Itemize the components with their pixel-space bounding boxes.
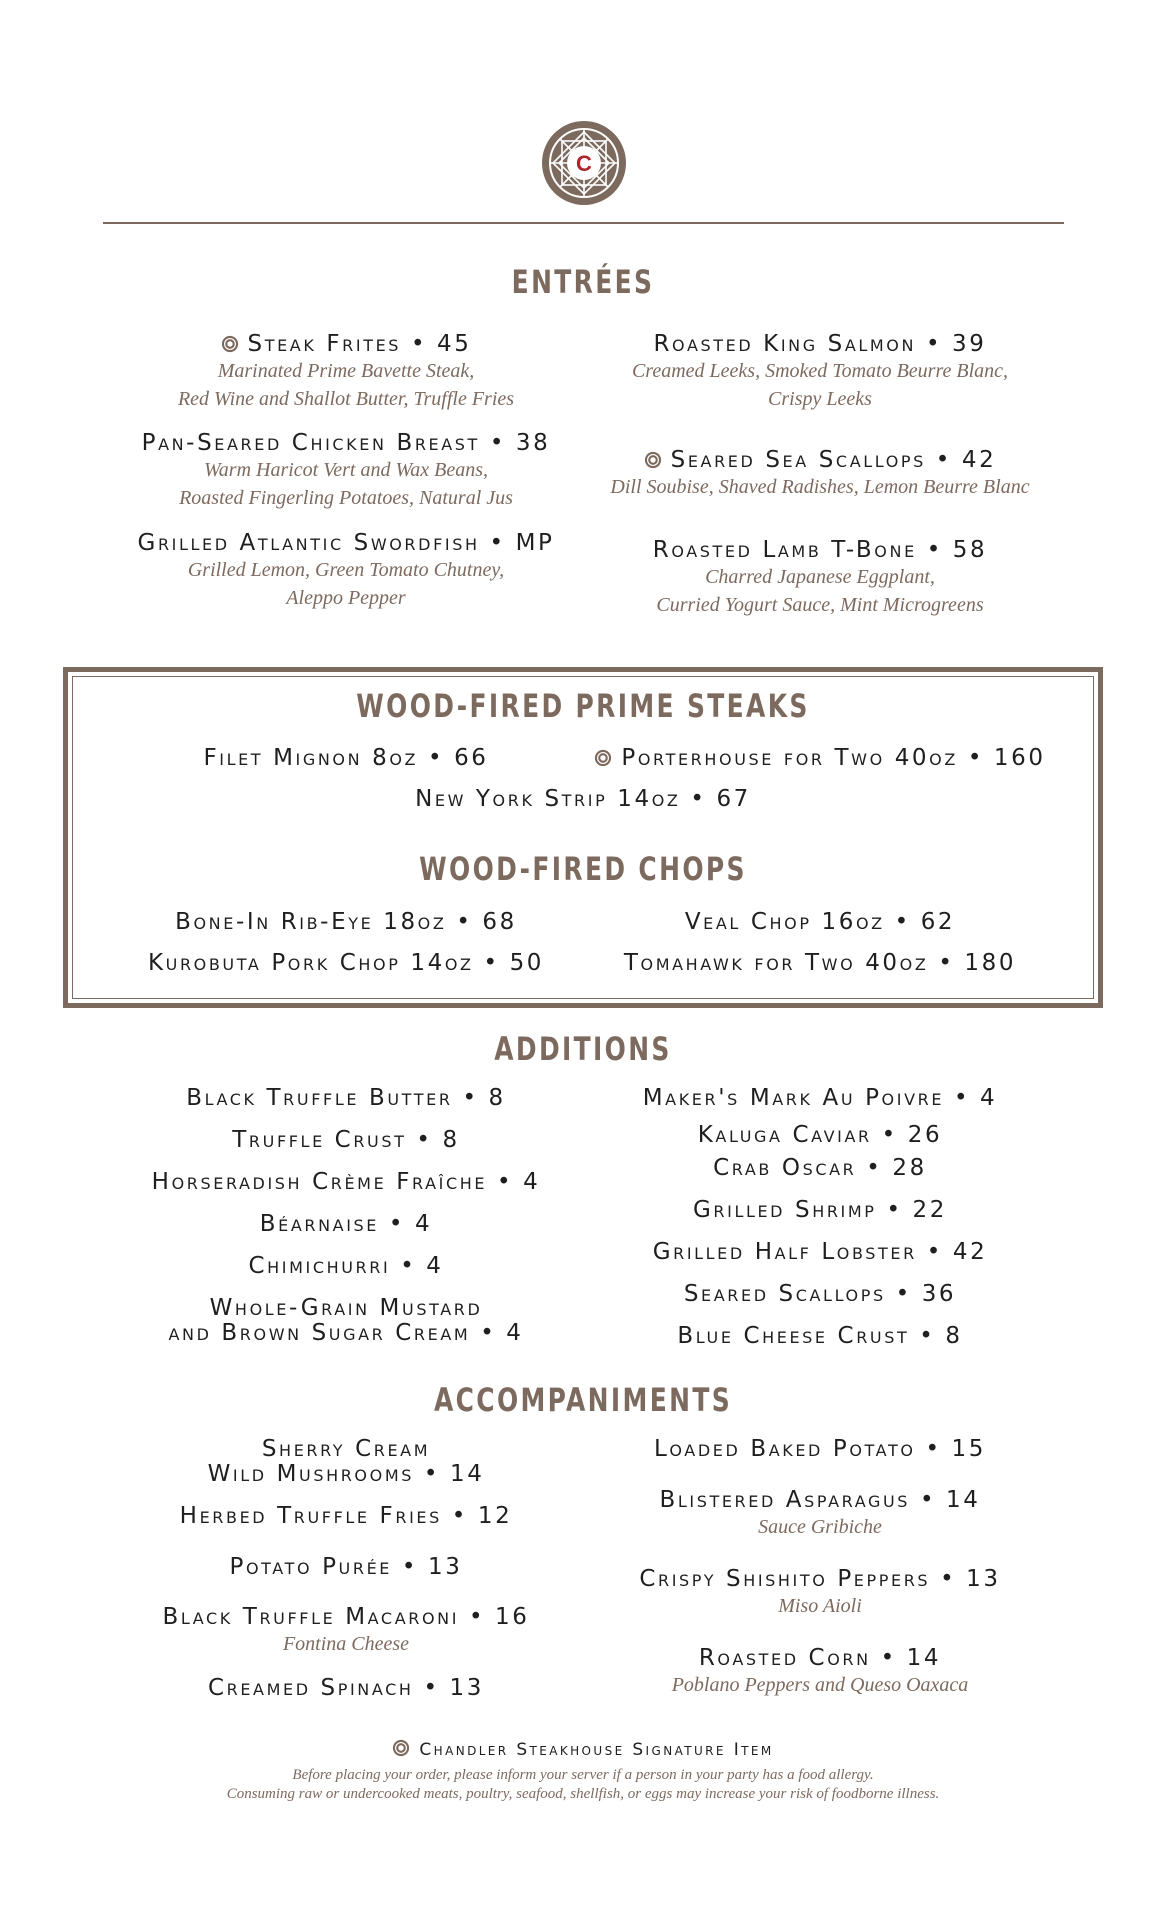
entree-desc: Dill Soubise, Shaved Radishes, Lemon Beurre Blanc xyxy=(610,476,1030,498)
addition-name: Blue Cheese Crust • 8 xyxy=(677,1323,963,1349)
addition-name: Black Truffle Butter • 8 xyxy=(186,1085,506,1111)
accompaniment-desc: Fontina Cheese xyxy=(282,1633,410,1655)
entree-lamb xyxy=(560,538,1080,619)
accompaniment-name: Sherry Cream xyxy=(261,1436,431,1462)
chop-name: Kurobuta Pork Chop 14oz • 50 xyxy=(147,950,545,976)
addition-name: Grilled Half Lobster • 42 xyxy=(652,1239,988,1265)
chops-heading: WOOD-FIRED CHOPS xyxy=(419,850,747,888)
addition-item xyxy=(560,1282,1080,1307)
chop-item xyxy=(80,951,612,976)
accompaniment-name: Roasted Corn • 14 xyxy=(698,1645,942,1671)
steak-name: New York Strip 14oz • 67 xyxy=(415,786,751,812)
addition-name: Whole-Grain Mustard xyxy=(209,1295,483,1321)
addition-item xyxy=(560,1324,1080,1349)
steak-item xyxy=(80,746,612,771)
addition-name: Grilled Shrimp • 22 xyxy=(692,1197,947,1223)
chop-item xyxy=(560,951,1080,976)
entree-desc: Grilled Lemon, Green Tomato Chutney, xyxy=(187,559,505,581)
accompaniment-item xyxy=(560,1488,1080,1541)
addition-name: Chimichurri • 4 xyxy=(248,1253,444,1279)
accompaniment-item xyxy=(560,1437,1080,1462)
addition-item xyxy=(560,1240,1080,1265)
accompaniment-desc: Poblano Peppers and Queso Oaxaca xyxy=(671,1674,969,1696)
signature-icon xyxy=(644,451,662,469)
addition-item xyxy=(560,1198,1080,1223)
signature-legend: Chandler Steakhouse Signature Item xyxy=(0,1739,1166,1760)
steak-item xyxy=(0,787,1166,812)
accompaniment-desc: Miso Aioli xyxy=(778,1595,862,1617)
steak-item xyxy=(560,746,1080,771)
entree-desc: Charred Japanese Eggplant, xyxy=(705,566,935,588)
addition-item xyxy=(560,1086,1080,1111)
accompaniment-item xyxy=(80,1437,612,1487)
accompaniment-name: Wild Mushrooms • 14 xyxy=(207,1461,485,1487)
addition-name: Crab Oscar • 28 xyxy=(713,1155,927,1181)
addition-name: Truffle Crust • 8 xyxy=(232,1127,460,1153)
entree-scallops xyxy=(560,448,1080,501)
accompaniment-desc: Sauce Gribiche xyxy=(758,1516,882,1538)
accompaniment-item xyxy=(80,1676,612,1701)
entrees-heading: ENTRÉES xyxy=(511,263,655,301)
addition-name: Seared Scallops • 36 xyxy=(683,1281,957,1307)
accompaniment-name: Herbed Truffle Fries • 12 xyxy=(179,1503,513,1529)
accompaniment-item xyxy=(80,1504,612,1529)
chop-item xyxy=(80,910,612,935)
logo-letter: C xyxy=(576,151,592,176)
food-safety-note: Consuming raw or undercooked meats, poultry, seafood, shellfish, or eggs may increase your risk of foodborne illness. xyxy=(226,1786,940,1802)
accompaniment-name: Potato Purée • 13 xyxy=(229,1554,463,1580)
addition-name: Maker's Mark Au Poivre • 4 xyxy=(642,1085,998,1111)
entree-name: Pan-Seared Chicken Breast • 38 xyxy=(141,430,551,456)
entree-desc: Red Wine and Shallot Butter, Truffle Fries xyxy=(177,388,515,410)
chandler-logo xyxy=(541,120,627,206)
entree-salmon xyxy=(560,332,1080,413)
accompaniment-item xyxy=(560,1567,1080,1620)
entree-name: Steak Frites • 45 xyxy=(80,332,612,357)
entree-desc: Warm Haricot Vert and Wax Beans, xyxy=(203,459,489,481)
chop-name: Tomahawk for Two 40oz • 180 xyxy=(623,950,1017,976)
addition-item xyxy=(80,1254,612,1279)
chop-name: Bone-In Rib-Eye 18oz • 68 xyxy=(175,909,517,935)
entree-steak-frites xyxy=(80,332,612,413)
entree-desc: Curried Yogurt Sauce, Mint Microgreens xyxy=(656,594,984,616)
addition-item xyxy=(560,1156,1080,1181)
chop-item xyxy=(560,910,1080,935)
addition-item xyxy=(80,1170,612,1195)
entree-name: Seared Sea Scallops • 42 xyxy=(560,448,1080,473)
chop-name: Veal Chop 16oz • 62 xyxy=(684,909,956,935)
entree-name: Roasted King Salmon • 39 xyxy=(653,331,987,357)
addition-item xyxy=(80,1086,612,1111)
signature-icon xyxy=(221,335,239,353)
addition-item xyxy=(80,1212,612,1237)
accompaniment-name: Creamed Spinach • 13 xyxy=(207,1675,485,1701)
entree-desc: Aleppo Pepper xyxy=(286,587,406,609)
accompaniment-name: Black Truffle Macaroni • 16 xyxy=(162,1604,530,1630)
additions-heading: ADDITIONS xyxy=(494,1030,672,1068)
entree-desc: Marinated Prime Bavette Steak, xyxy=(217,360,475,382)
addition-name: Horseradish Crème Fraîche • 4 xyxy=(151,1169,541,1195)
signature-icon xyxy=(594,749,612,767)
accompaniment-item xyxy=(560,1646,1080,1699)
entree-desc: Creamed Leeks, Smoked Tomato Beurre Blanc, xyxy=(631,360,1009,382)
accompaniment-name: Crispy Shishito Peppers • 13 xyxy=(639,1566,1001,1592)
addition-item xyxy=(560,1123,1080,1148)
steak-name: Porterhouse for Two 40oz • 160 xyxy=(560,746,1080,771)
accompaniment-item xyxy=(80,1555,612,1580)
steak-name: Filet Mignon 8oz • 66 xyxy=(203,745,489,771)
entree-desc: Crispy Leeks xyxy=(768,388,872,410)
header-divider xyxy=(103,222,1064,224)
steaks-heading: WOOD-FIRED PRIME STEAKS xyxy=(356,687,810,725)
addition-name: Béarnaise • 4 xyxy=(259,1211,433,1237)
entree-name: Roasted Lamb T-Bone • 58 xyxy=(652,537,988,563)
entree-swordfish xyxy=(80,531,612,612)
allergy-note: Before placing your order, please inform your server if a person in your party has a food allergy. xyxy=(292,1767,874,1783)
addition-item xyxy=(80,1296,612,1346)
entree-chicken xyxy=(80,431,612,512)
addition-name: Kaluga Caviar • 26 xyxy=(697,1122,943,1148)
accompaniment-item xyxy=(80,1605,612,1658)
accompaniment-name: Blistered Asparagus • 14 xyxy=(659,1487,981,1513)
accompaniment-name: Loaded Baked Potato • 15 xyxy=(653,1436,986,1462)
entree-name: Grilled Atlantic Swordfish • MP xyxy=(137,530,555,556)
addition-name: and Brown Sugar Cream • 4 xyxy=(168,1320,524,1346)
signature-icon xyxy=(392,1739,410,1757)
accompaniments-heading: ACCOMPANIMENTS xyxy=(433,1381,733,1419)
addition-item xyxy=(80,1128,612,1153)
entree-desc: Roasted Fingerling Potatoes, Natural Jus xyxy=(179,487,513,509)
